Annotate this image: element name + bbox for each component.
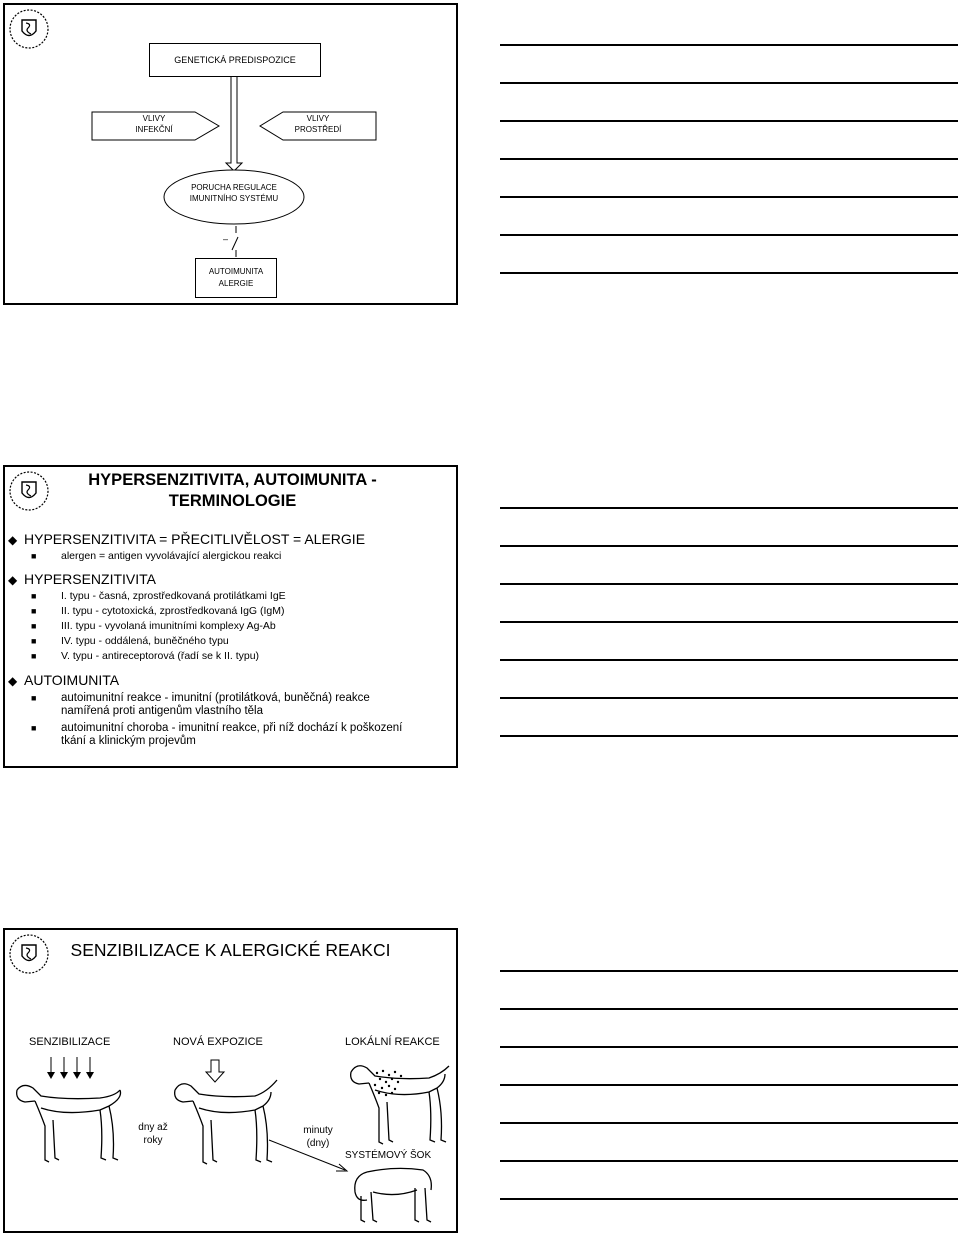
bullet-text: HYPERSENZITIVITA = PŘECITLIVĚLOST = ALERGIE — [24, 531, 366, 547]
time1-line-2: roky — [143, 1135, 163, 1146]
diamond-bullet-icon: ◆ — [8, 674, 18, 688]
dog-systemic-shock-icon — [355, 1168, 432, 1222]
note-line — [500, 659, 958, 661]
time-minutes-days — [293, 1124, 343, 1150]
bullet-text: autoimunitní choroba - imunitní reakce, při níž dochází k poškození — [61, 722, 403, 734]
sub-bullet-item — [31, 691, 370, 705]
square-bullet-icon: ■ — [31, 636, 37, 646]
note-line — [500, 583, 958, 585]
square-bullet-icon: ■ — [31, 621, 37, 631]
note-line — [500, 44, 958, 46]
note-line — [500, 1198, 958, 1200]
square-bullet-icon: ■ — [31, 591, 37, 601]
note-line — [500, 234, 958, 236]
slide-1 — [3, 3, 458, 305]
slide-3 — [3, 928, 458, 1233]
note-line — [500, 1160, 958, 1162]
note-line — [500, 1008, 958, 1010]
sub-bullet-item — [31, 549, 281, 563]
regulation-line-2: IMUNITNÍHO SYSTÉMU — [189, 194, 279, 203]
infection-factors — [92, 113, 216, 135]
sub-bullet-item — [31, 704, 263, 718]
main-bullet-item — [8, 571, 156, 588]
column-new-exposure: NOVÁ EXPOZICE — [173, 1036, 263, 1048]
infection-line-2: INFEKČNÍ — [135, 125, 173, 134]
regulation-line-1: PORUCHA REGULACE — [191, 183, 277, 192]
note-line — [500, 1046, 958, 1048]
sub-bullet-item — [31, 589, 286, 603]
result-line-2: ALERGIE — [218, 279, 254, 288]
bullet-text: V. typu - antireceptorová (řadí se k II. typu) — [61, 650, 260, 662]
exposure-arrow-icon — [206, 1060, 224, 1082]
time-days-to-years — [130, 1121, 176, 1147]
bullet-text: tkání a klinickým projevům — [61, 735, 196, 747]
note-line — [500, 621, 958, 623]
university-logo-icon — [7, 469, 51, 513]
dog-local-reaction-icon — [351, 1066, 449, 1144]
environment-line-1: VLIVY — [306, 114, 330, 123]
hives-dots-icon — [374, 1070, 402, 1096]
sub-bullet-item — [31, 721, 402, 735]
sub-bullet-item — [31, 734, 196, 748]
dash-mark: – — [223, 234, 229, 244]
bullet-text: HYPERSENZITIVITA — [24, 571, 156, 587]
autoimmunity-allergy-box — [195, 258, 277, 298]
sub-bullet-item — [31, 604, 285, 618]
note-line — [500, 1084, 958, 1086]
slide-3-title: SENZIBILIZACE K ALERGICKÉ REAKCI — [70, 940, 391, 960]
environment-factors — [263, 113, 373, 135]
note-line — [500, 82, 958, 84]
slide-2 — [3, 465, 458, 768]
square-bullet-icon: ■ — [31, 651, 37, 661]
square-bullet-icon: ■ — [31, 723, 37, 733]
bullet-text: I. typu - časná, zprostředkovaná protilátkami IgE — [61, 590, 286, 602]
immune-regulation-disorder — [164, 182, 304, 204]
diamond-bullet-icon: ◆ — [8, 573, 18, 587]
dog-illustrations — [5, 930, 456, 1231]
title-line-2: TERMINOLOGIE — [168, 492, 297, 510]
bullet-text: II. typu - cytotoxická, zprostředkovaná IgG (IgM) — [61, 605, 285, 617]
note-line — [500, 735, 958, 737]
dog-exposure-icon — [175, 1080, 277, 1164]
column-sensitization: SENZIBILIZACE — [29, 1036, 111, 1048]
sub-bullet-item — [31, 649, 259, 663]
sub-bullet-item — [31, 634, 229, 648]
note-line — [500, 697, 958, 699]
time1-line-1: dny až — [138, 1122, 168, 1133]
note-line — [500, 507, 958, 509]
slide-2-title — [55, 470, 410, 512]
genetic-label: GENETICKÁ PREDISPOZICE — [174, 55, 296, 65]
main-bullet-item — [8, 531, 365, 548]
note-lines — [500, 0, 958, 1234]
main-bullet-item — [8, 672, 119, 689]
title-line-1: HYPERSENZITIVITA, AUTOIMUNITA - — [88, 471, 377, 489]
infection-line-1: VLIVY — [142, 114, 166, 123]
dog-sensitization-icon — [17, 1085, 121, 1162]
square-bullet-icon: ■ — [31, 551, 37, 561]
environment-line-2: PROSTŘEDÍ — [294, 125, 342, 134]
bullet-text: namířená proti antigenům vlastního těla — [61, 705, 264, 717]
note-line — [500, 1122, 958, 1124]
sensitization-arrows-icon — [47, 1057, 94, 1079]
column-local-reaction: LOKÁLNÍ REAKCE — [345, 1036, 440, 1048]
result-line-1: AUTOIMUNITA — [208, 267, 264, 276]
systemic-shock-label: SYSTÉMOVÝ ŠOK — [345, 1150, 432, 1161]
time2-line-2: (dny) — [306, 1138, 330, 1149]
bullet-text: AUTOIMUNITA — [24, 672, 120, 688]
time2-line-1: minuty — [303, 1125, 333, 1136]
note-line — [500, 272, 958, 274]
bullet-text: IV. typu - oddálená, buněčného typu — [61, 635, 229, 647]
bullet-text: III. typu - vyvolaná imunitními komplexy Ag-Ab — [61, 620, 276, 632]
note-line — [500, 158, 958, 160]
square-bullet-icon: ■ — [31, 693, 37, 703]
note-line — [500, 196, 958, 198]
note-line — [500, 545, 958, 547]
note-line — [500, 120, 958, 122]
note-line — [500, 970, 958, 972]
bullet-text: alergen = antigen vyvolávající alergickou reakci — [61, 550, 282, 562]
sub-bullet-item — [31, 619, 276, 633]
bullet-text: autoimunitní reakce - imunitní (protilátková, buněčná) reakce — [61, 692, 370, 704]
square-bullet-icon: ■ — [31, 606, 37, 616]
diamond-bullet-icon: ◆ — [8, 533, 18, 547]
